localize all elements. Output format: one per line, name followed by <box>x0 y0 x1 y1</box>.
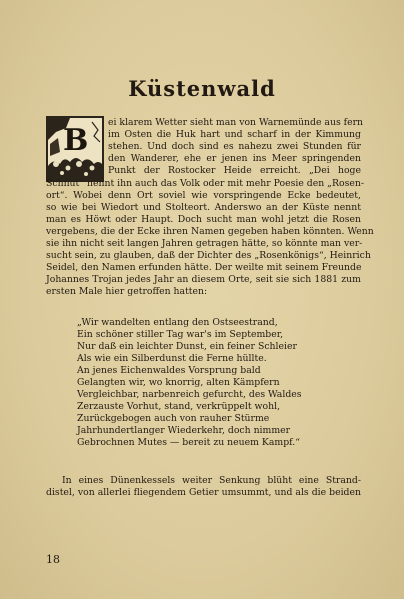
text-line: sucht sein, zu glauben, daß der Dichter des „Rosenkönigs“, Heinrich <box>46 250 371 261</box>
text-line: Johannes Trojan jedes Jahr an diesem Orte, seit sie sich 1881 zum <box>46 274 361 285</box>
verse-line: Zurückgebogen auch von rauher Stürme <box>77 413 270 424</box>
text-line: so wie bei Wiedort und Stolteort. Anderswo an der Küste nennt <box>46 202 361 213</box>
verse-line: „Wir wandelten entlang den Ostseestrand, <box>77 317 278 328</box>
text-line: stehen. Und doch sind es nahezu zwei Stunden für <box>108 141 361 152</box>
verse-line: An jenes Eichenwaldes Vorsprung bald <box>77 365 261 376</box>
text-line: ei klarem Wetter sieht man von Warnemünde aus fern <box>108 117 364 128</box>
verse-line: Als wie ein Silberdunst die Ferne hüllte. <box>77 353 267 364</box>
text-line: im Osten die Huk hart und scharf in der Kimmung <box>108 129 361 140</box>
text-line: In eines Dünenkessels weiter Senkung blüht eine Strand- <box>62 475 361 486</box>
dropcap-letter: B <box>63 123 89 158</box>
verse-line: Gebrochnen Mutes — bereit zu neuem Kampf.“ <box>77 437 300 448</box>
page-number: 18 <box>46 553 60 566</box>
text-line: Punkt der Rostocker Heide erreicht. „Dei hoge <box>108 165 361 176</box>
text-line: ort“. Wobei denn Ort soviel wie vorspringende Ecke bedeutet, <box>46 190 361 201</box>
text-line: Seidel, den Namen erfunden hätte. Der weilte mit seinem Freunde <box>46 262 362 273</box>
text-line: den Wanderer, ehe er jenen ins Meer springenden <box>108 153 361 164</box>
text-line: Schnut“ nennt ihn auch das Volk oder mit mehr Poesie den „Rosen- <box>46 178 364 189</box>
text-line: ersten Male hier getroffen hatten: <box>46 286 208 297</box>
verse-line: Jahrhundertlanger Wiederkehr, doch nimmer <box>77 425 291 436</box>
text-line: sie ihn nicht seit langen Jahren getragen hätte, so könnte man ver- <box>46 238 363 249</box>
text-line: distel, von allerlei fliegendem Getier umsummt, und als die beiden <box>46 487 361 498</box>
text-line: vergebens, die der Ecke ihren Namen gegeben haben könnten. Wenn <box>46 226 374 237</box>
verse-line: Zerzauste Vorhut, stand, verkrüppelt wohl, <box>77 401 281 412</box>
chapter-title: Küstenwald <box>128 76 276 101</box>
verse-line: Vergleichbar, narbenreich gefurcht, des Waldes <box>77 389 302 400</box>
verse-line: Gelangten wir, wo knorrig, alten Kämpfern <box>77 377 280 388</box>
text-line: man es Höwt oder Haupt. Doch sucht man wohl jetzt die Rosen <box>46 214 361 225</box>
decorated-initial <box>46 116 104 182</box>
verse-line: Nur daß ein leichter Dunst, ein feiner Schleier <box>77 341 297 352</box>
verse-line: Ein schöner stiller Tag war's im September, <box>77 329 284 340</box>
